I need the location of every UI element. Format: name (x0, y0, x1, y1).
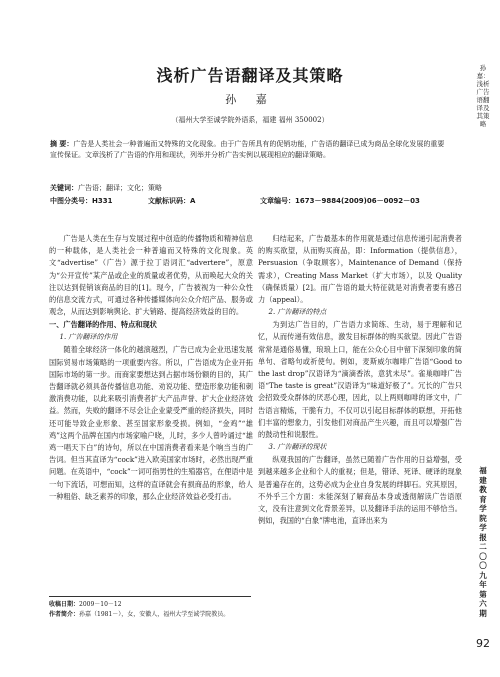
article-number: 文章编号：1673－9884(2009)06－0092－03 (260, 197, 420, 205)
subsection-heading: 2. 广告翻译的特点 (268, 308, 327, 317)
paragraph: 归结起来，广告最基本的作用就是通过信息传递引起消费者的购买欲望，从而购买商品，即：Information（提供信息），Persuasion（争取顾客），Maintenance of Demand（保持需求），Creating Mass Market（扩大市场），以及 Quality（确保质量）[2]。而广告语的最大特征就是对消费者要有感召力（appeal）。 (258, 234, 462, 305)
footnote (49, 600, 254, 620)
section-heading: 一、广告翻译的作用、特点和现状 (49, 320, 157, 330)
article-title: 浅析广告语翻译及其策略 (156, 66, 344, 85)
author-affiliation: （福州大学至诚学院外语系，福建 福州 350002） (171, 116, 329, 124)
bio-label: 作者简介： (49, 611, 80, 618)
right-column (258, 233, 462, 638)
margin-strip (466, 0, 500, 677)
keywords-text: 广告语；翻译；文化；策略 (78, 184, 162, 192)
paragraph: 随着全球经济一体化的越演越烈，广告已成为企业迅速发展国际贸易市场策略的一项重要内容。所以，广告语成为企业开拓国际市场的第一步。而商家要想达到占据市场份额的目的，其广告翻译就必须具备传播信息功能、劝说功能、塑造形象功能和刺激消费功能，以此来吸引消费者扩大产品声誉、扩大企业经济效益。然而，失败的翻译不尽会让企业蒙受严重的经济损失，同时还可能导致企业形象、甚至国家形象受损。例如，“金鸡”“雄鸡”这两个品牌在国内市场家喻户晓，儿时，多少人曾吟诵过“雄鸡一唱天下白”的诗句，所以在中国消费者看来是个响当当的广告词。但当其直译为“cock”进入欧美国家市场时，必然出现严重问题。在英语中，“cock”一词可指男性的生殖器官，在俚语中是一句下流话，可想而知，这样的直译就会有损商品的形象，给人一种粗俗、缺乏素养的印象，那么企业经济效益必受打击。 (49, 345, 253, 501)
running-header: 孙 嘉：浅析广告语翻译及其策略 (476, 64, 490, 128)
subsection-heading: 1. 广告翻译的作用 (59, 333, 118, 342)
paragraph: 纵观我国的广告翻译，虽然已随着广告作用的日益增强，受到越来越多企业和个人的重视；但是，错译、死译、硬译的现象是普遍存在的，这势必成为企业自身发展的绊脚石。究其原因，不外乎三个方面：未能深刻了解商品本身或透彻解读广告语原文，没有注意到文化背景差异，以及翻译手法的运用不够恰当。例如，我国的“白象”牌电池，直译出来为 (258, 455, 462, 526)
keywords (50, 183, 450, 193)
subsection-heading: 3. 广告翻译的现状 (268, 443, 327, 452)
keywords-label: 关键词： (50, 184, 78, 192)
abstract (50, 139, 450, 161)
author-bio: 孙嘉（1981－），女，安徽人，福州大学至诚学院教员。 (79, 611, 230, 618)
abstract-label: 摘 要： (50, 140, 74, 148)
clc-number: 中图分类号：H331 (50, 197, 113, 205)
paragraph: 为到达广告目的，广告语力求简练、生动，易于理解和记忆，从而传递有效信息，激发目标群体的购买欲望。因此广告语常常是通俗易懂，琅琅上口，能在公众心目中留下深刻印象的简单句、省略句或祈使句。例如，麦斯威尔咖啡广告语“Good to the last drop”汉语译为“滴滴香浓，意犹未尽”。雀巢咖啡广告语“The taste is great”汉语译为“味道好极了”。冗长的广告只会招致受众群体的厌恶心理，因此，以上两则咖啡的译文中，广告语言精炼，干脆有力，不仅可以引起目标群体的联想，开拓他们丰富的想象力，引发他们对商品产生兴趣，而且可以增强广告的鼓动性和说服性。 (258, 320, 462, 440)
received-date: 2009－10－12 (79, 601, 122, 608)
document-code: 文献标识码：A (148, 197, 196, 205)
page-number: 92 (476, 637, 490, 650)
author-bio-line (49, 610, 254, 620)
author-name: 孙 嘉 (225, 93, 275, 106)
received-date-line (49, 600, 254, 610)
journal-name: 福建教育学院学报 二〇〇九年第六期 (479, 466, 487, 618)
received-label: 收稿日期： (49, 601, 80, 608)
paragraph: 广告是人类在生存与发展过程中创造的传播物质和精神信息的一种载体，是人类社会一种普遍而又特殊的文化现象。英文“advertise”（广告）源于拉丁语词汇“advertere”，原意为“公开宣传”某产品或企业的质量或者优势，从而唤起大众的关注以达到促销该商品的目的[1]。现今，广告被视为一种公众性的信息交流方式，可通过各种传播媒体向公众介绍产品、服务或观念，从而达到影响舆论、扩大销路、提高经济效益的目的。 (49, 234, 253, 317)
left-column (49, 233, 253, 593)
abstract-text: 广告是人类社会一种普遍而又特殊的文化现象。由于广告所具有的促销功能，广告语的翻译已成为商品全球化发展的重要宣传保证。文章浅析了广告语的作用和现状，列举并分析广告实例以展现相应的翻译策略。 (50, 140, 445, 159)
footnote-divider (49, 596, 251, 597)
